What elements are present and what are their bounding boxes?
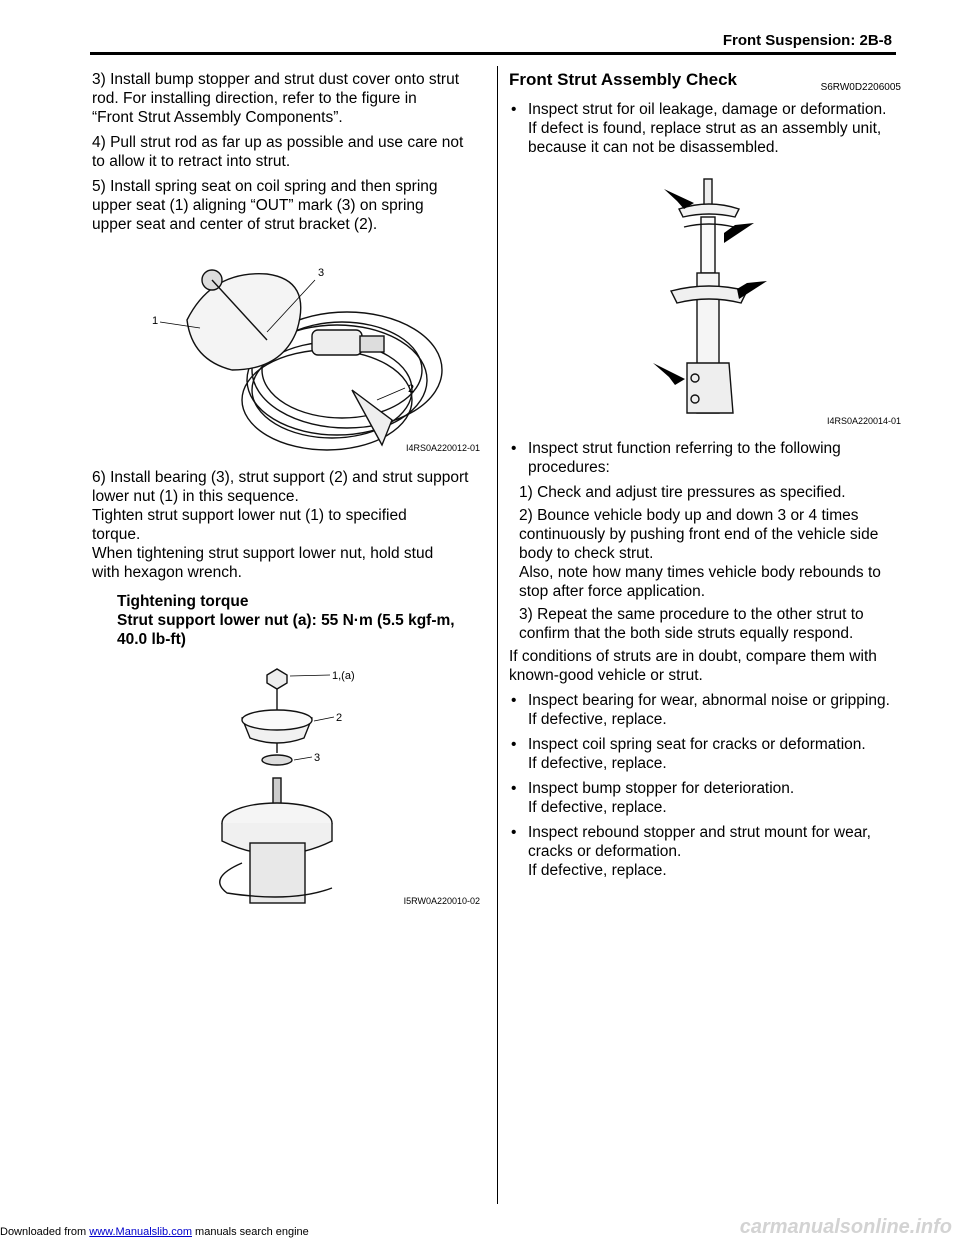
bullet-item: • Inspect strut for oil leakage, damage or deformation. If defect is found, replace strut as an assembly unit, because it can not be disassembled. [511,101,887,156]
bullet-icon: • [511,780,517,797]
column-divider [497,66,498,1204]
strut-support-illustration [92,663,484,913]
paragraph: If conditions of struts are in doubt, compare them with known-good vehicle or strut. [509,648,877,684]
bullet-item: • Inspect rebound stopper and strut mount for wear, cracks or deformation. If defective, replace. [511,824,871,879]
figure-code: I5RW0A220010-02 [403,896,480,906]
bullet-item: • Inspect strut function referring to the following procedures: [511,440,841,476]
right-column [509,70,905,886]
bullet-icon: • [511,824,517,841]
bullet-item: • Inspect bump stopper for deterioration. If defective, replace. [511,780,795,816]
callout-2: 2 [336,712,343,724]
figure-strut-support [92,663,484,913]
left-column [92,70,484,913]
callout-3: 3 [318,267,325,279]
bullet-icon: • [511,736,517,753]
figure-strut-check [509,163,905,433]
step-5: 5) Install spring seat on coil spring and then spring upper seat (1) aligning “OUT” mark (3) on spring upper seat and center of strut bracket (2). [92,178,438,233]
spring-seat-illustration [92,240,484,460]
step-3: 3) Install bump stopper and strut dust cover onto strut rod. For installing direction, refer to the figure in “Front Strut Assembly Components”. [92,71,460,126]
arrow-icon [737,281,767,299]
step-6: 6) Install bearing (3), strut support (2) and strut support lower nut (1) in this sequence. Tighten strut support lower nut (1) to specified torque. When tightening strut support lower nut, hold stud with hexagon wrench. [92,469,469,581]
bullet-icon: • [511,101,517,118]
callout-2: 2 [408,383,415,395]
substep-1: 1) Check and adjust tire pressures as specified. [519,484,846,501]
arrow-icon [653,363,685,385]
callout-3: 3 [314,752,321,764]
torque-spec-line2: 40.0 lb-ft) [117,631,186,648]
bullet-icon: • [511,440,517,457]
page-header-title: Front Suspension: 2B-8 [722,32,892,49]
manualslib-link[interactable]: www.Manualslib.com [89,1226,192,1238]
bullet-icon: • [511,692,517,709]
footer: Downloaded from www.Manualslib.com manuals search engine [0,1226,309,1238]
bullet-item: • Inspect bearing for wear, abnormal noise or gripping. If defective, replace. [511,692,890,728]
section-title: Front Strut Assembly Check [509,70,737,89]
callout-1a: 1,(a) [332,670,355,682]
figure-spring-seat [92,240,484,460]
section-header [509,70,905,100]
substep-2: 2) Bounce vehicle body up and down 3 or 4 times continuously by pushing front end of the vehicle side body to check strut. Also, note how many times vehicle body rebounds to stop after force application. [519,507,881,600]
strut-check-illustration [509,163,905,433]
torque-spec-line1: Strut support lower nut (a): 55 N·m (5.5 kgf-m, [117,612,455,629]
substep-3: 3) Repeat the same procedure to the other strut to confirm that the both side struts equally respond. [519,606,864,642]
section-code: S6RW0D2206005 [820,82,901,93]
callout-1: 1 [152,315,159,327]
bullet-item: • Inspect coil spring seat for cracks or deformation. If defective, replace. [511,736,866,772]
watermark: carmanualsonline.info [739,1216,952,1238]
torque-title: Tightening torque [117,593,249,610]
step-4: 4) Pull strut rod as far up as possible and use care not to allow it to retract into strut. [92,134,464,170]
header-rule [90,52,896,55]
torque-block [92,592,484,649]
figure-code: I4RS0A220012-01 [405,443,480,453]
figure-code: I4RS0A220014-01 [826,416,901,426]
